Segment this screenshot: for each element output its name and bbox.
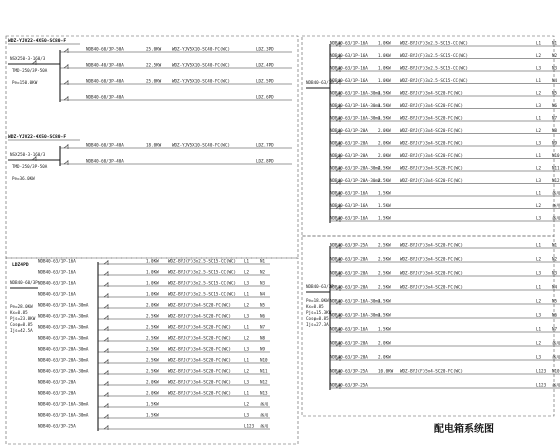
circuit-number: 备用 xyxy=(552,382,560,388)
circuit-cable: WDZ-BYJ(F)3x2.5-SC15-CC(WC) xyxy=(168,269,237,275)
circuit-phase: L1 xyxy=(536,40,542,46)
breaker-symbol xyxy=(64,145,68,148)
circuit-number: N4 xyxy=(552,78,558,83)
circuit-cable: WDZ-BYJ(F)3x4-SC20-FC(WC) xyxy=(400,178,464,183)
breaker-symbol xyxy=(64,97,68,100)
branch-cable: WDZ-YJV5X10-SC40-FC(WC) xyxy=(172,62,230,68)
breaker-symbol xyxy=(104,294,108,297)
circuit-phase: L2 xyxy=(244,302,250,308)
circuit-power: 1.5KW xyxy=(378,326,391,332)
circuit-number: N8 xyxy=(552,128,558,133)
circuit-power: 2.5KW xyxy=(378,165,391,171)
circuit-cable: WDZ-BYJ(F)3x4-SC20-FC(WC) xyxy=(168,346,232,352)
circuit-phase: L3 xyxy=(536,354,542,360)
circuit-breaker-label: NDB40-63/1P-20A-30mA xyxy=(38,324,89,330)
circuit-number: N5 xyxy=(260,302,266,308)
circuit-power: 1.5KW xyxy=(146,412,159,418)
circuit-number: N9 xyxy=(552,140,558,146)
circuit-power: 2.5KW xyxy=(146,313,159,319)
circuit-power: 2.5KW xyxy=(378,284,391,290)
circuit-breaker-label: NDB40-63/1P-20A-30mA xyxy=(330,178,381,183)
circuit-phase: L1 xyxy=(244,258,250,264)
breaker-symbol xyxy=(64,161,68,164)
circuit-cable: WDZ-BYJ(F)3x2.5-SC15-CC(WC) xyxy=(168,280,237,286)
circuit-breaker-label: NDB40-63/1P-20A-30mA xyxy=(330,165,381,171)
circuit-breaker-label: NDB40-63/1P-20A-30mA xyxy=(38,368,89,374)
circuit-number: N9 xyxy=(260,346,266,352)
main-breaker-label: NSX250-3-160/3 xyxy=(10,56,46,61)
panel-param: Cosφ=0.85 xyxy=(10,322,33,327)
circuit-number: N3 xyxy=(552,270,558,276)
breaker-symbol xyxy=(104,360,108,363)
circuit-cable: WDZ-BYJ(F)3x4-SC20-FC(WC) xyxy=(400,140,464,146)
circuit-breaker-label: NDB40-63/1P-16A-30mA xyxy=(330,103,381,108)
circuit-power: 2.0KW xyxy=(378,340,391,346)
circuit-number: N10 xyxy=(552,368,560,374)
circuit-cable: WDZ-BYJ(F)3x4-SC20-FC(WC) xyxy=(168,357,232,363)
branch-dest: LDZ.6PD xyxy=(256,94,274,100)
circuit-number: N6 xyxy=(260,313,266,319)
circuit-number: 备用 xyxy=(552,340,560,346)
circuit-phase: L1 xyxy=(244,357,250,363)
breaker-symbol xyxy=(104,349,108,352)
breaker-symbol xyxy=(104,415,108,418)
circuit-cable: WDZ-BYJ(F)3x4-SC20-FC(WC) xyxy=(168,390,232,396)
panel-param: Pjs=23.8KW xyxy=(10,316,36,321)
breaker-symbol xyxy=(104,338,108,341)
circuit-cable: WDZ-BYJ(F)3x4-SC20-FC(WC) xyxy=(400,256,464,262)
feeder-cable: WDZ-YJV22-4X50-SC80-F xyxy=(8,39,67,44)
circuit-breaker-label: NDB40-63/1P-16A xyxy=(330,78,368,83)
circuit-number: 备用 xyxy=(260,401,269,407)
circuit-power: 1.5KW xyxy=(378,115,391,121)
circuit-phase: L1 xyxy=(536,284,542,290)
circuit-power: 2.0KW xyxy=(146,379,159,385)
circuit-number: N1 xyxy=(552,40,558,46)
circuit-number: 备用 xyxy=(552,215,560,221)
circuit-breaker-label: NDB40-63/1P-16A xyxy=(330,203,368,208)
circuit-cable: WDZ-BYJ(F)3x4-SC20-FC(WC) xyxy=(400,153,464,158)
circuit-number: N1 xyxy=(552,242,558,248)
circuit-number: N6 xyxy=(552,312,558,318)
circuit-number: N5 xyxy=(552,298,558,304)
circuit-power: 2.0KW xyxy=(146,390,159,396)
circuit-breaker-label: NDB40-63/1P-16A-30mA xyxy=(38,302,89,308)
circuit-number: N11 xyxy=(552,165,560,171)
feeder-rating: Pe=36.0KW xyxy=(12,176,35,181)
circuit-number: N6 xyxy=(552,103,558,108)
circuit-breaker-label: NDB40-63/1P-20A xyxy=(330,270,368,276)
circuit-breaker-label: NDB40-63/1P-16A-30mA xyxy=(330,298,381,304)
branch-dest: LDZ.3PD xyxy=(256,46,274,52)
circuit-breaker-label: NDB40-63/3P-25A xyxy=(330,382,368,388)
circuit-breaker-label: NDB40-63/3P-25A xyxy=(330,368,368,374)
branch-cable: WDZ-YJV5X10-SC40-FC(WC) xyxy=(172,142,230,148)
breaker-symbol xyxy=(64,81,68,84)
circuit-number: N8 xyxy=(260,335,266,341)
circuit-breaker-label: NDB40-63/1P-16A-30mA xyxy=(330,115,381,121)
circuit-phase: L3 xyxy=(536,215,542,221)
circuit-cable: WDZ-BYJ(F)3x2.5-SC15-CC(WC) xyxy=(400,40,469,46)
branch-dest: LDZ.8PD xyxy=(256,158,274,164)
panel-param: Ijs=27.3A xyxy=(306,322,329,327)
circuit-number: N13 xyxy=(260,390,268,396)
circuit-breaker-label: NDB40-63/3P-25A xyxy=(330,242,368,248)
circuit-number: N2 xyxy=(552,53,558,58)
circuit-breaker-label: NDB40-63/1P-16A xyxy=(38,269,76,275)
circuit-breaker-label: NDB40-63/1P-20A-30mA xyxy=(38,357,89,363)
circuit-cable: WDZ-BYJ(F)3x2.5-SC15-CC(WC) xyxy=(400,53,469,58)
circuit-power: 1.0KW xyxy=(146,269,159,275)
circuit-power: 1.0KW xyxy=(146,291,159,297)
circuit-cable: WDZ-BYJ(F)3x4-SC20-FC(WC) xyxy=(168,324,232,330)
circuit-power: 2.5KW xyxy=(146,335,159,341)
circuit-phase: L1 xyxy=(244,390,250,396)
circuit-phase: L3 xyxy=(244,379,250,385)
meter-label: TMD-250/3P-50A xyxy=(12,68,48,73)
circuit-breaker-label: NDB40-63/1P-20A-30mA xyxy=(38,346,89,352)
breaker-symbol xyxy=(104,393,108,396)
circuit-cable: WDZ-BYJ(F)3x4-SC20-FC(WC) xyxy=(400,128,464,133)
circuit-breaker-label: NDB40-63/1P-20A xyxy=(330,153,368,158)
circuit-phase: L3 xyxy=(536,65,542,71)
circuit-power: 2.0KW xyxy=(146,302,159,308)
circuit-cable: WDZ-BYJ(F)3x2.5-SC15-CC(WC) xyxy=(168,291,237,297)
breaker-symbol xyxy=(104,382,108,385)
circuit-number: N7 xyxy=(552,115,558,121)
circuit-cable: WDZ-BYJ(F)3x4-SC20-FC(WC) xyxy=(400,284,464,290)
circuit-phase: L1 xyxy=(536,153,542,158)
branch-breaker: NDB40-60/3P-40A xyxy=(86,158,124,164)
circuit-number: 备用 xyxy=(552,203,560,208)
circuit-phase: L1 xyxy=(244,291,250,297)
main-breaker-label: NSX250-3-160/3 xyxy=(10,152,46,157)
circuit-breaker-label: NDB40-63/1P-16A xyxy=(38,258,76,264)
branch-breaker: NDB40-60/3P-50A xyxy=(86,46,124,52)
diagram-title: 配电箱系统图 xyxy=(434,424,494,435)
circuit-breaker-label: NDB40-63/1P-16A xyxy=(330,215,368,221)
circuit-number: N11 xyxy=(260,368,268,374)
circuit-phase: L2 xyxy=(244,335,250,341)
circuit-power: 1.5KW xyxy=(378,90,391,96)
circuit-phase: L3 xyxy=(536,140,542,146)
circuit-power: 2.5KW xyxy=(146,357,159,363)
circuit-phase: L3 xyxy=(244,412,250,418)
branch-breaker: NDB40-60/3P-40A xyxy=(86,78,124,84)
circuit-number: N3 xyxy=(552,65,558,71)
panel-param: Cosφ=0.85 xyxy=(306,316,329,321)
circuit-number: N1 xyxy=(260,258,266,264)
circuit-breaker-label: NDB40-63/1P-20A xyxy=(38,379,76,385)
circuit-phase: L3 xyxy=(536,103,542,108)
circuit-breaker-label: NDB40-63/1P-20A xyxy=(38,390,76,396)
circuit-phase: L2 xyxy=(536,203,542,208)
circuit-number: N10 xyxy=(260,357,268,363)
circuit-breaker-label: NDB40-63/1P-20A xyxy=(330,128,368,133)
circuit-power: 1.5KW xyxy=(146,401,159,407)
circuit-cable: WDZ-BYJ(F)3x4-SC20-FC(WC) xyxy=(400,242,464,248)
circuit-cable: WDZ-BYJ(F)3x4-SC20-FC(WC) xyxy=(168,379,232,385)
circuit-phase: L2 xyxy=(244,269,250,275)
circuit-power: 1.0KW xyxy=(378,40,391,46)
circuit-power: 2.0KW xyxy=(378,128,391,133)
circuit-cable: WDZ-BYJ(F)3x4-SC20-FC(WC) xyxy=(400,115,464,121)
circuit-phase: L1 xyxy=(536,326,542,332)
circuit-cable: WDZ-BYJ(F)5x4-SC20-FC(WC) xyxy=(400,368,464,374)
circuit-phase: L2 xyxy=(536,90,542,96)
circuit-cable: WDZ-BYJ(F)3x4-SC20-FC(WC) xyxy=(168,313,232,319)
panel-param: Pjs=15.3KW xyxy=(306,310,332,315)
breaker-symbol xyxy=(104,316,108,319)
circuit-breaker-label: NDB40-63/1P-16A-30mA xyxy=(330,90,381,96)
circuit-power: 2.5KW xyxy=(378,256,391,262)
breaker-symbol xyxy=(64,65,68,68)
circuit-cable: WDZ-BYJ(F)3x4-SC20-FC(WC) xyxy=(168,335,232,341)
circuit-phase: L1 xyxy=(536,115,542,121)
circuit-power: 2.0KW xyxy=(378,153,391,158)
circuit-cable: WDZ-BYJ(F)3x4-SC20-FC(WC) xyxy=(400,270,464,276)
branch-power: 18.0KW xyxy=(146,142,162,148)
branch-breaker: NDB40-40/3P-40A xyxy=(86,62,124,68)
branch-dest: LDZ.7PD xyxy=(256,142,274,148)
circuit-breaker-label: NDB40-63/3P-25A xyxy=(38,423,76,429)
circuit-cable: WDZ-BYJ(F)3x4-SC20-FC(WC) xyxy=(400,165,464,171)
circuit-breaker-label: NDB40-63/1P-16A xyxy=(330,326,368,332)
breaker-symbol xyxy=(104,327,108,330)
circuit-number: 备用 xyxy=(260,423,269,429)
feeder-cable: WDZ-YJV22-4X50-SC80-F xyxy=(8,135,67,140)
circuit-number: N7 xyxy=(552,326,558,332)
circuit-number: N4 xyxy=(260,291,266,297)
panel-incoming: NDB40-63/3P xyxy=(306,284,334,289)
circuit-phase: L2 xyxy=(536,53,542,58)
circuit-phase: L3 xyxy=(536,270,542,276)
branch-power: 25.0KW xyxy=(146,78,162,84)
circuit-breaker-label: NDB40-63/1P-16A xyxy=(330,53,368,58)
circuit-number: N2 xyxy=(260,269,266,275)
circuit-power: 2.5KW xyxy=(146,324,159,330)
circuit-phase: L3 xyxy=(536,312,542,318)
breaker-symbol xyxy=(104,272,108,275)
circuit-cable: WDZ-BYJ(F)3x2.5-SC15-CC(WC) xyxy=(400,78,469,83)
circuit-breaker-label: NDB40-63/1P-20A xyxy=(330,256,368,262)
circuit-power: 1.5KW xyxy=(378,312,391,318)
circuit-breaker-label: NDB40-63/1P-16A xyxy=(38,291,76,297)
circuit-phase: L2 xyxy=(536,256,542,262)
circuit-power: 1.5KW xyxy=(378,190,391,196)
circuit-power: 2.5KW xyxy=(378,178,391,183)
circuit-power: 2.5KW xyxy=(378,270,391,276)
circuit-phase: L3 xyxy=(244,313,250,319)
panel-param: Pe=18.0KW xyxy=(306,298,329,303)
circuit-phase: L2 xyxy=(536,165,542,171)
circuit-cable: WDZ-BYJ(F)3x4-SC20-FC(WC) xyxy=(400,90,464,96)
incoming-breaker: NDB40-60/3P xyxy=(10,280,38,285)
circuit-breaker-label: NDB40-63/1P-20A-30mA xyxy=(38,335,89,341)
circuit-phase: L123 xyxy=(536,382,547,388)
meter-label: TMD-250/3P-50A xyxy=(12,164,48,169)
circuit-number: N12 xyxy=(260,379,268,385)
circuit-number: N2 xyxy=(552,256,558,262)
circuit-power: 1.0KW xyxy=(146,280,159,286)
circuit-number: 备用 xyxy=(552,354,560,360)
panel-incoming: NDB40-63/3P xyxy=(306,80,334,85)
circuit-phase: L2 xyxy=(244,401,250,407)
circuit-cable: WDZ-BYJ(F)3x2.5-SC15-CC(WC) xyxy=(168,258,237,264)
circuit-cable: WDZ-BYJ(F)3x4-SC20-FC(WC) xyxy=(400,103,464,108)
circuit-number: 备用 xyxy=(552,190,560,196)
circuit-phase: L123 xyxy=(244,423,255,429)
branch-power: 25.0KW xyxy=(146,46,162,52)
circuit-phase: L1 xyxy=(536,78,542,83)
branch-breaker: NDB40-60/3P-40A xyxy=(86,94,124,100)
circuit-breaker-label: NDB40-63/1P-16A xyxy=(330,65,368,71)
circuit-power: 2.0KW xyxy=(378,140,391,146)
panel-name: LDZ4PD xyxy=(12,263,29,268)
breaker-symbol xyxy=(104,371,108,374)
branch-power: 22.5KW xyxy=(146,62,162,68)
circuit-number: N5 xyxy=(552,90,558,96)
circuit-phase: L2 xyxy=(536,340,542,346)
feeder-rating: Pe=150.0KW xyxy=(12,80,38,85)
circuit-power: 1.0KW xyxy=(378,65,391,71)
circuit-breaker-label: NDB40-63/1P-16A-30mA xyxy=(38,412,89,418)
circuit-power: 2.0KW xyxy=(378,354,391,360)
circuit-power: 1.5KW xyxy=(378,103,391,108)
circuit-breaker-label: NDB40-63/1P-16A xyxy=(38,280,76,286)
breaker-symbol xyxy=(64,49,68,52)
circuit-phase: L1 xyxy=(536,190,542,196)
circuit-cable: WDZ-BYJ(F)3x4-SC20-FC(WC) xyxy=(168,302,232,308)
circuit-phase: L2 xyxy=(536,298,542,304)
circuit-power: 1.0KW xyxy=(378,78,391,83)
circuit-number: N3 xyxy=(260,280,266,286)
circuit-breaker-label: NDB40-63/1P-16A-30mA xyxy=(330,312,381,318)
circuit-breaker-label: NDB40-63/1P-20A xyxy=(330,354,368,360)
circuit-breaker-label: NDB40-63/1P-20A xyxy=(330,340,368,346)
branch-breaker: NDB40-60/3P-40A xyxy=(86,142,124,148)
circuit-phase: L3 xyxy=(244,346,250,352)
circuit-power: 2.5KW xyxy=(146,368,159,374)
branch-dest: LDZ.4PD xyxy=(256,62,274,68)
circuit-power: 1.0KW xyxy=(378,53,391,58)
circuit-cable: WDZ-BYJ(F)3x2.5-SC15-CC(WC) xyxy=(400,65,469,71)
circuit-power: 10.0KW xyxy=(378,368,394,374)
circuit-number: N12 xyxy=(552,178,560,183)
circuit-power: 1.5KW xyxy=(378,203,391,208)
circuit-breaker-label: NDB40-63/1P-16A xyxy=(330,40,368,46)
circuit-power: 2.5KW xyxy=(146,346,159,352)
circuit-phase: L2 xyxy=(244,368,250,374)
circuit-breaker-label: NDB40-63/1P-20A xyxy=(330,140,368,146)
circuit-phase: L1 xyxy=(536,242,542,248)
breaker-symbol xyxy=(104,426,108,429)
circuit-breaker-label: NDB40-63/1P-16A-30mA xyxy=(38,401,89,407)
panel-param: Ijs=42.5A xyxy=(10,328,33,333)
circuit-number: N7 xyxy=(260,324,266,330)
panel-param: Kx=0.85 xyxy=(10,310,28,315)
circuit-power: 1.0KW xyxy=(146,258,159,264)
circuit-power: 2.5KW xyxy=(378,242,391,248)
circuit-cable: WDZ-BYJ(F)3x4-SC20-FC(WC) xyxy=(168,368,232,374)
circuit-power: 1.5KW xyxy=(378,215,391,221)
circuit-breaker-label: NDB40-63/1P-20A-30mA xyxy=(38,313,89,319)
circuit-phase: L2 xyxy=(536,128,542,133)
branch-cable: WDZ-YJV5X10-SC40-FC(WC) xyxy=(172,46,230,52)
breaker-symbol xyxy=(104,404,108,407)
circuit-phase: L1 xyxy=(244,324,250,330)
branch-cable: WDZ-YJV5X10-SC40-FC(WC) xyxy=(172,78,230,84)
circuit-number: N4 xyxy=(552,284,558,290)
circuit-number: N10 xyxy=(552,153,560,158)
circuit-breaker-label: NDB40-63/1P-16A xyxy=(330,190,368,196)
breaker-symbol xyxy=(104,283,108,286)
breaker-symbol xyxy=(104,261,108,264)
branch-dest: LDZ.5PD xyxy=(256,78,274,84)
circuit-phase: L3 xyxy=(244,280,250,286)
circuit-breaker-label: NDB40-63/1P-20A xyxy=(330,284,368,290)
panel-param: Pe=28.0KW xyxy=(10,304,33,309)
circuit-phase: L3 xyxy=(536,178,542,183)
circuit-number: 备用 xyxy=(260,412,269,418)
circuit-power: 1.5KW xyxy=(378,298,391,304)
breaker-symbol xyxy=(104,305,108,308)
panel-param: Kx=0.85 xyxy=(306,304,324,309)
circuit-phase: L123 xyxy=(536,368,547,374)
